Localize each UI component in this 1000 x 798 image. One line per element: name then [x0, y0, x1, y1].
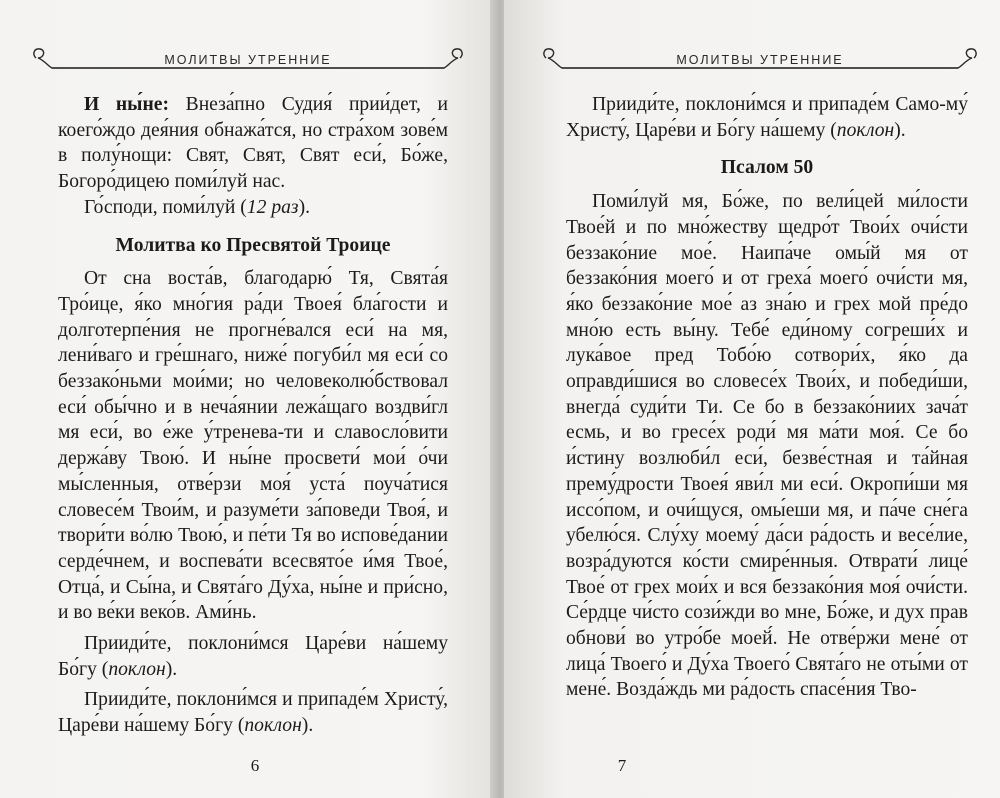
right-page	[504, 0, 1000, 798]
paragraph: Го́споди, поми́луй (12 раз).	[84, 196, 311, 218]
paragraph: От сна воста́в, благодарю́ Тя, Свята́я Тро́ице, я́ко мно́гия ра́ди Твоея́ бла́гости и долготерпе́ния не прогне́вался еси́ на мя, лени́ваго и гре́шнаго, ниже́ погуби́л мя еси́ со беззако́ньми мои́ми; но человеколю́бствовал еси́ обы́чно и в неча́янии лежа́щаго воздви́гл мя еси́, во е́же у́тренева-ти и славосло́вити держа́ву Твою́. И ны́не просвети́ мои́ о́чи мы́сленныя, отве́рзи моя́ уста́ поуча́тися словесе́м Твои́м, и разуме́ти за́поведи Твоя́, и твори́ти во́лю Твою́, и пе́ти Тя во испове́дании серде́чнем, и воспева́ти всесвято́е и́мя Твое́, Отца́, и Сы́на, и Свята́го Ду́ха, ны́не и при́сно, и во ве́ки веко́в. Ами́нь.	[58, 268, 448, 624]
section-heading: Молитва ко Пресвятой Троице	[115, 234, 391, 256]
left-header-ornament	[30, 44, 466, 78]
running-head: МОЛИТВЫ УТРЕННИЕ	[676, 53, 844, 67]
paragraph: И ны́не: Внеза́пно Судия́ прии́дет, и коего́ждо дея́ния обнажа́тся, но стра́хом зове́м в полу́нощи: Свят, Свят, Свят еси́, Бо́же, Богоро́дицею поми́луй нас.	[58, 94, 448, 193]
left-page	[0, 0, 496, 798]
running-head: МОЛИТВЫ УТРЕННИЕ	[164, 53, 332, 67]
left-page-text	[58, 92, 448, 744]
section-heading: Псалом 50	[720, 157, 814, 179]
paragraph: Прииди́те, поклони́мся и припаде́м Христу́, Царе́ви на́шему Бо́гу (поклон).	[58, 689, 448, 737]
paragraph: Прииди́те, поклони́мся и припаде́м Само-му́ Христу́, Царе́ви и Бо́гу на́шему (поклон).	[566, 94, 968, 141]
right-page-text	[566, 92, 968, 708]
paragraph: Прииди́те, поклони́мся Царе́ви на́шему Бо́гу (поклон).	[58, 633, 448, 680]
paragraph: Поми́луй мя, Бо́же, по вели́цей ми́лости Твое́й и по мно́жеству щедро́т Твои́х очи́сти беззако́ние мое́. Наипа́че омы́й мя от беззако́ния моего́ и от греха́ моего́ очи́сти мя, я́ко беззако́ние мое́ аз зна́ю и грех мой пре́до мно́ю есть вы́ну. Тебе́ еди́ному согреши́х и лука́вое пред Тобо́ю сотвори́х, я́ко да оправди́шися во словесе́х Твои́х, и победи́ши, внегда́ суди́ти Ти. Се бо в беззако́ниих зача́т есмь, и во гресе́х роди́ мя ма́ти моя́. Се бо и́стину возлюби́л еси́, безве́стная и та́йная прему́дрости Твоея́ яви́л ми еси́. Окропи́ши мя иссо́пом, и очи́щуся, омы́еши мя, и па́че сне́га убелю́ся. Слу́ху моему́ да́си ра́дость и весе́лие, возра́дуются ко́сти смире́нныя. Отврати́ лице́ Твое́ от грех мои́х и вся беззако́ния моя́ очи́сти. Се́рдце чи́сто сози́жди во мне, Бо́же, и дух прав обнови́ во утро́бе моей́. Не отве́ржи мене́ от лица́ Твоего́ и Ду́ха Твоего́ Свята́го не оты́ми от мене́. Возда́ждь ми ра́дость спасе́ния Тво-	[566, 191, 968, 701]
right-header-ornament	[540, 44, 980, 78]
page-number: 7	[617, 756, 627, 775]
paragraph-lead: И ны́не:	[84, 94, 169, 115]
page-number: 6	[250, 756, 260, 775]
